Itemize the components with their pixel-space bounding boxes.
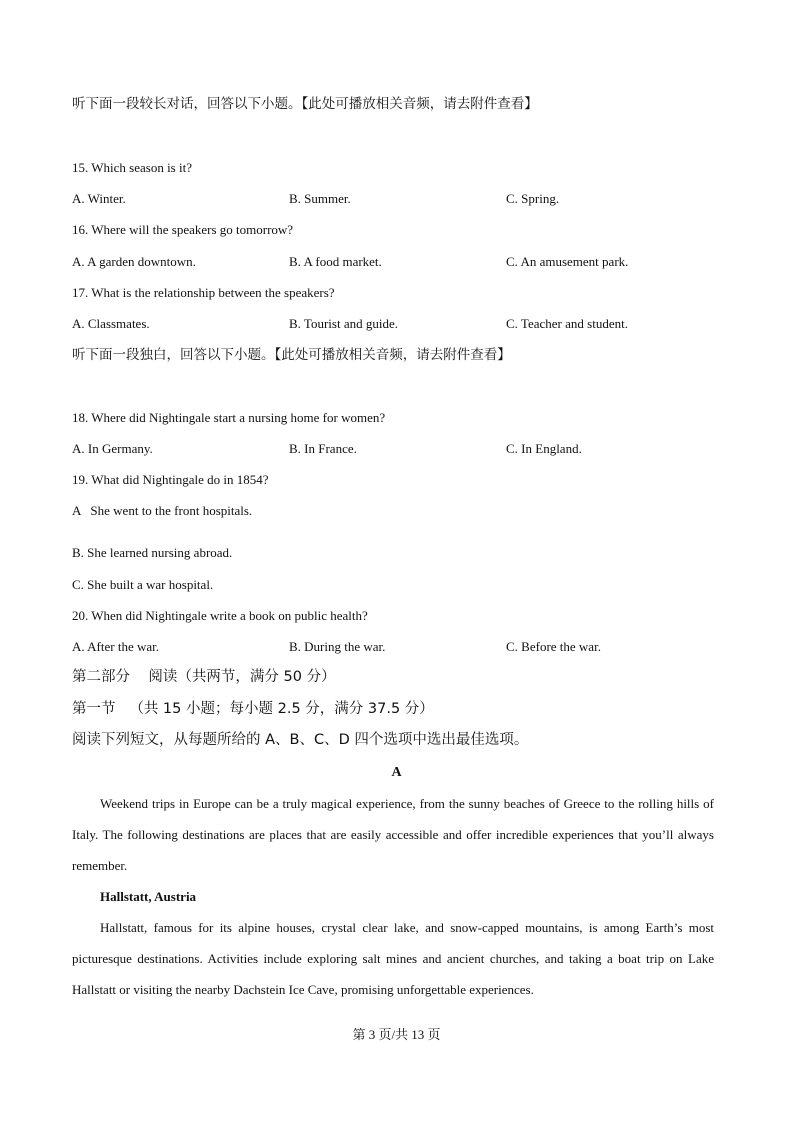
question-20-option-c: C. Before the war.	[506, 639, 601, 654]
question-20-option-a: A. After the war.	[72, 639, 160, 654]
question-17-option-a: A. Classmates.	[72, 316, 150, 331]
question-20-stem: 20. When did Nightingale write a book on public health?	[72, 608, 368, 623]
passage-intro: Weekend trips in Europe can be a truly magical experience, from the sunny beaches of Greece to the rolling hills of Italy. The following destinations are places that are easily accessible and offer incredible experiences that you’ll always remember.	[72, 796, 714, 873]
passage-label: A	[391, 765, 402, 780]
question-19-option-c: C. She built a war hospital.	[72, 577, 214, 592]
question-15-stem: 15. Which season is it?	[72, 160, 192, 175]
monologue-instruction: 听下面一段独白，回答以下小题。【此处可播放相关音频，请去附件查看】	[72, 347, 511, 363]
question-20-option-b: B. During the war.	[289, 639, 386, 654]
passage-paragraph-hallstatt: Hallstatt, famous for its alpine houses, crystal clear lake, and snow-capped mountains, is among Earth’s most picturesque destinations. Activities include exploring salt mines and ancient churches, and taking a boat trip on Lake Hallstatt or visiting the nearby Dachstein Ice Cave, promising unforgettable experiences.	[72, 920, 714, 997]
question-15-option-b: B. Summer.	[289, 191, 351, 206]
question-17-option-b: B. Tourist and guide.	[289, 316, 398, 331]
question-16-stem: 16. Where will the speakers go tomorrow?	[72, 222, 294, 237]
page-number: 第 3 页/共 13 页	[352, 1027, 441, 1042]
part-title: 第二部分 阅读（共两节，满分 50 分）	[72, 669, 336, 685]
question-16-option-a: A. A garden downtown.	[72, 254, 196, 269]
question-16-option-b: B. A food market.	[289, 254, 382, 269]
question-15-option-a: A. Winter.	[72, 191, 126, 206]
question-19-option-a: A She went to the front hospitals.	[72, 503, 253, 518]
reading-instruction: 阅读下列短文，从每题所给的 A、B、C、D 四个选项中选出最佳选项。	[72, 732, 529, 748]
question-19-stem: 19. What did Nightingale do in 1854?	[72, 472, 269, 487]
question-18-option-a: A. In Germany.	[72, 441, 153, 456]
question-17-stem: 17. What is the relationship between the speakers?	[72, 285, 335, 300]
question-16-option-c: C. An amusement park.	[506, 254, 629, 269]
question-19-option-b: B. She learned nursing abroad.	[72, 545, 233, 560]
section-title: 第一节 （共 15 小题；每小题 2.5 分，满分 37.5 分）	[72, 701, 434, 717]
question-18-option-c: C. In England.	[506, 441, 582, 456]
passage-heading-hallstatt: Hallstatt, Austria	[100, 889, 197, 904]
question-18-stem: 18. Where did Nightingale start a nursing home for women?	[72, 410, 386, 425]
question-15-option-c: C. Spring.	[506, 191, 560, 206]
long-dialogue-instruction: 听下面一段较长对话，回答以下小题。【此处可播放相关音频，请去附件查看】	[72, 96, 538, 112]
question-18-option-b: B. In France.	[289, 441, 357, 456]
question-17-option-c: C. Teacher and student.	[506, 316, 628, 331]
